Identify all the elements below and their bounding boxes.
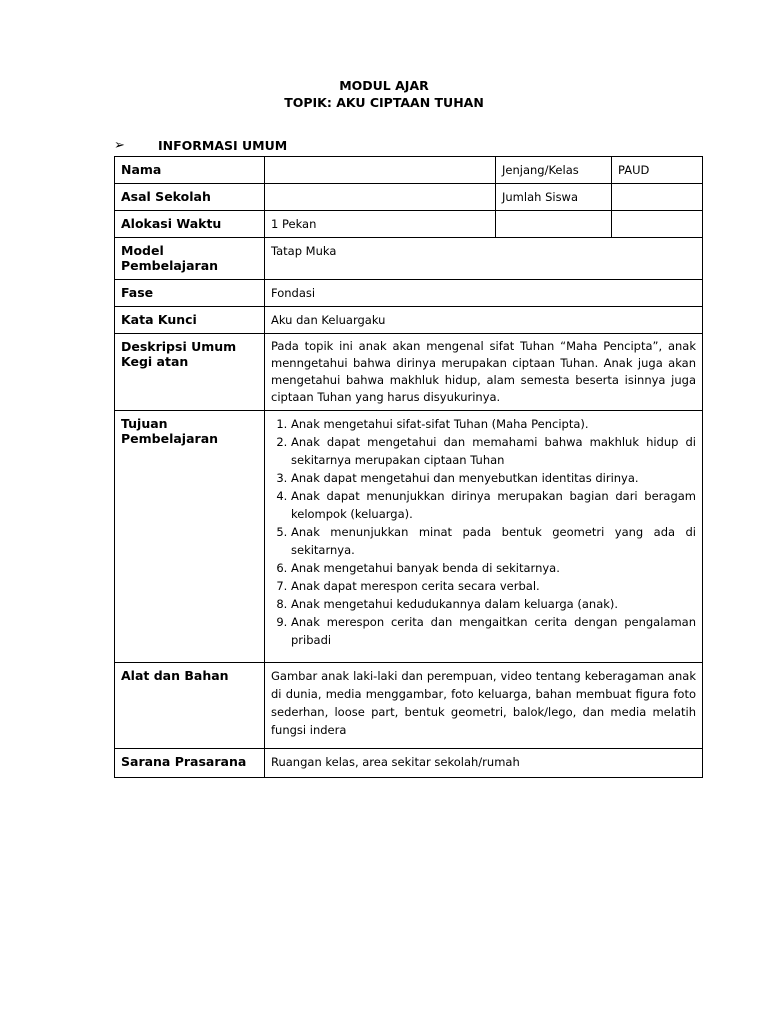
- list-item: 3. Anak dapat mengetahui dan menyebutkan identitas dirinya.: [291, 469, 696, 487]
- list-item: 2. Anak dapat mengetahui dan memahami bahwa makhluk hidup di sekitarnya merupakan ciptaan Tuhan: [291, 433, 696, 469]
- table-row: [115, 184, 703, 211]
- sarana-value: Ruangan kelas, area sekitar sekolah/rumah: [265, 749, 703, 778]
- list-item: 1. Anak mengetahui sifat-sifat Tuhan (Maha Pencipta).: [291, 415, 696, 433]
- model-value: Tatap Muka: [265, 238, 703, 280]
- table-row: [115, 663, 703, 749]
- table-row: [115, 411, 703, 663]
- nama-value: [265, 157, 496, 184]
- sarana-label: Sarana Prasarana: [115, 749, 265, 778]
- table-row: [115, 280, 703, 307]
- table-row: [115, 157, 703, 184]
- list-item: 9. Anak merespon cerita dan mengaitkan cerita dengan pengalaman pribadi: [291, 613, 696, 649]
- jenjang-value: PAUD: [612, 157, 703, 184]
- jumlah-siswa-value: [612, 184, 703, 211]
- document-title: MODUL AJAR: [339, 78, 429, 93]
- fase-label: Fase: [115, 280, 265, 307]
- jenjang-label: Jenjang/Kelas: [496, 157, 612, 184]
- section-heading-text: INFORMASI UMUM: [158, 138, 288, 153]
- alat-bahan-value: Gambar anak laki-laki dan perempuan, video tentang keberagaman anak di dunia, media menggambar, foto keluarga, bahan membuat figura foto sederhan, loose part, bentuk geometri, balok/lego, dan media melatih fungsi indera: [265, 663, 703, 749]
- list-item: 5. Anak menunjukkan minat pada bentuk geometri yang ada di sekitarnya.: [291, 523, 696, 559]
- kata-kunci-label: Kata Kunci: [115, 307, 265, 334]
- section-heading: [114, 138, 287, 153]
- asal-sekolah-label: Asal Sekolah: [115, 184, 265, 211]
- general-info-table: [114, 156, 703, 778]
- table-row: [115, 211, 703, 238]
- asal-sekolah-value: [265, 184, 496, 211]
- objectives-list: [271, 415, 696, 649]
- jumlah-siswa-label: Jumlah Siswa: [496, 184, 612, 211]
- table-row: [115, 238, 703, 280]
- deskripsi-value: Pada topik ini anak akan mengenal sifat Tuhan “Maha Pencipta”, anak menngetahui bahwa dirinya merupakan ciptaan Tuhan. Anak juga akan mengetahui bahwa makhluk hidup, alam semesta beserta isinnya juga ciptaan Tuhan yang harus disyukurinya.: [265, 334, 703, 411]
- document-topic: TOPIK: AKU CIPTAAN TUHAN: [284, 95, 484, 110]
- kata-kunci-value: Aku dan Keluargaku: [265, 307, 703, 334]
- nama-label: Nama: [115, 157, 265, 184]
- list-item: 8. Anak mengetahui kedudukannya dalam keluarga (anak).: [291, 595, 696, 613]
- alat-bahan-label: Alat dan Bahan: [115, 663, 265, 749]
- arrow-bullet-icon: ➢: [114, 138, 125, 153]
- model-label: Model Pembelajaran: [115, 238, 265, 280]
- alokasi-waktu-label: Alokasi Waktu: [115, 211, 265, 238]
- deskripsi-label: Deskripsi Umum Kegi atan: [115, 334, 265, 411]
- fase-value: Fondasi: [265, 280, 703, 307]
- table-row: [115, 334, 703, 411]
- tujuan-label: Tujuan Pembelajaran: [115, 411, 265, 663]
- alokasi-waktu-value: 1 Pekan: [265, 211, 496, 238]
- list-item: 6. Anak mengetahui banyak benda di sekitarnya.: [291, 559, 696, 577]
- tujuan-value: [265, 411, 703, 663]
- list-item: 7. Anak dapat merespon cerita secara verbal.: [291, 577, 696, 595]
- table-row: [115, 749, 703, 778]
- table-row: [115, 307, 703, 334]
- list-item: 4. Anak dapat menunjukkan dirinya merupakan bagian dari beragam kelompok (keluarga).: [291, 487, 696, 523]
